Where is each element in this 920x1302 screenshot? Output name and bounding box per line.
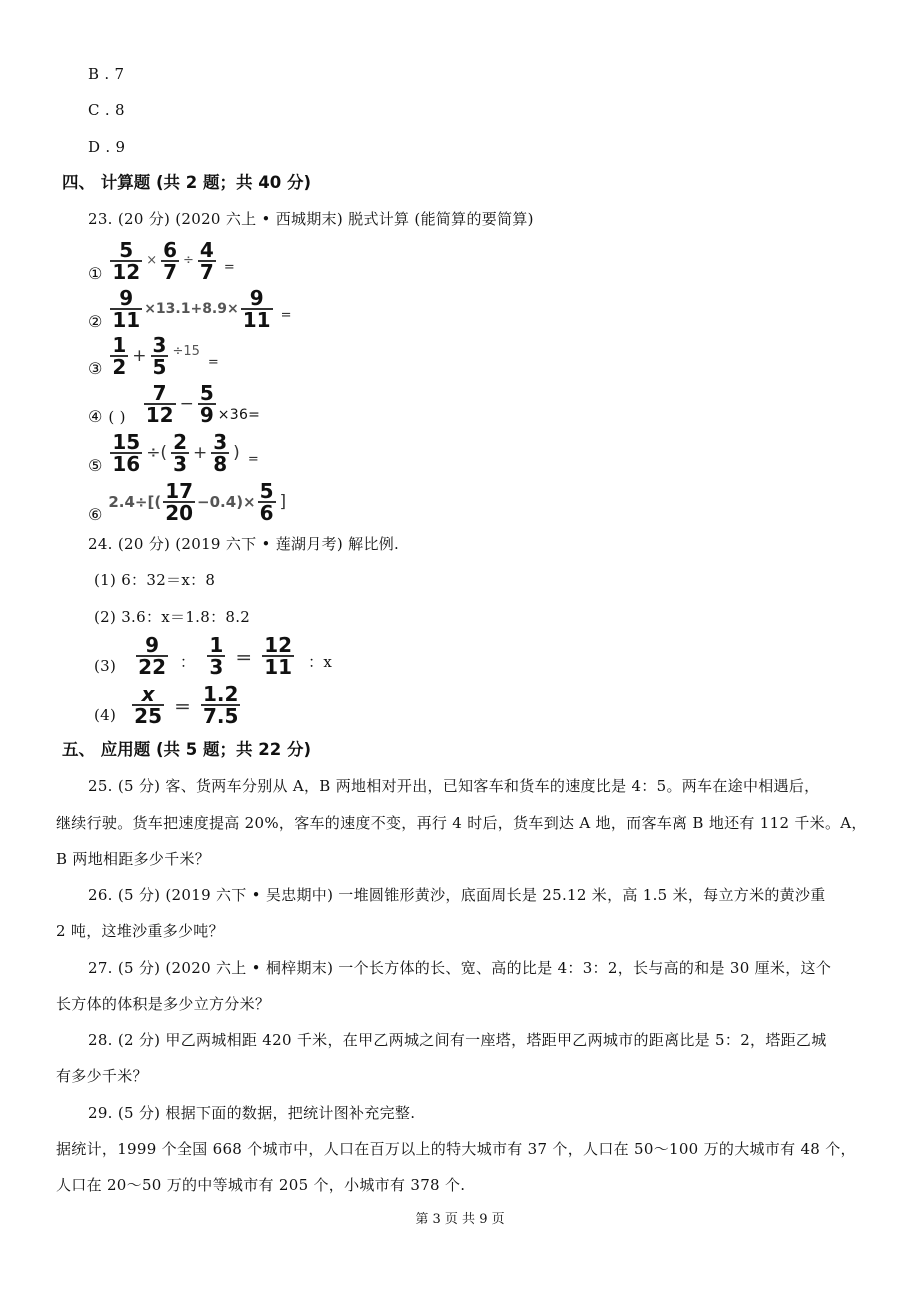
- marker: ①: [88, 264, 103, 283]
- q24-part-2: (2) 3.6：x＝1.8：8.2: [94, 608, 251, 626]
- expression-tail: ÷15: [172, 344, 200, 359]
- fraction: $\frac{6}{7}$: [163, 237, 178, 284]
- option-d: D . 9: [88, 138, 126, 156]
- option-b: B . 7: [88, 65, 125, 83]
- q25-line-2: 继续行驶。货车把速度提高 20%，客车的速度不变，再行 4 时后，货车到达 A 地，而客车离 B 地还有 112 千米。A，: [56, 814, 867, 832]
- q23-expression-6: [88, 479, 288, 524]
- equals: =: [223, 260, 235, 275]
- fraction: $\frac{1}{2}$: [112, 332, 127, 379]
- marker: ②: [88, 312, 103, 331]
- close-bracket: ]: [279, 491, 287, 512]
- fraction: $\frac{12}{11}$: [264, 633, 293, 679]
- q24-part-1: (1) 6：32＝x：8: [94, 571, 216, 589]
- expression-lead: 2.4÷[(: [108, 492, 162, 511]
- section-heading-calculation: 四、 计算题 (共 2 题；共 40 分): [62, 173, 311, 192]
- expression-tail: ：x: [308, 652, 333, 671]
- page-footer: 第 3 页 共 9 页: [415, 1212, 505, 1227]
- close-paren: ): [233, 442, 240, 463]
- fraction: $\frac{9}{11}$: [112, 285, 141, 332]
- fraction: $\frac{2}{3}$: [173, 429, 187, 476]
- operator: ÷: [183, 253, 194, 268]
- q26-line-1: 26. (5 分) (2019 六下 • 吴忠期中) 一堆圆锥形黄沙，底面周长是 25.12 米，高 1.5 米，每立方米的黄沙重: [88, 886, 826, 904]
- expression-middle: ÷(: [146, 442, 168, 463]
- equals: =: [280, 308, 292, 323]
- q23-expression-5: [88, 430, 259, 475]
- fraction: $\frac{9}{11}$: [242, 285, 271, 332]
- equals: ＝: [174, 697, 191, 718]
- fraction: $\frac{5}{6}$: [259, 478, 274, 525]
- marker: ④: [88, 407, 103, 426]
- q25-line-3: B 两地相距多少千米？: [56, 850, 211, 868]
- q28-line-2: 有多少千米？: [56, 1067, 148, 1085]
- part-label: (4): [94, 706, 117, 724]
- q23-expression-1: [88, 238, 235, 283]
- fraction: $\frac{7}{12}$: [145, 380, 174, 427]
- fraction: $\frac{5}{12}$: [112, 237, 141, 284]
- q24-part-3: [94, 635, 332, 677]
- section-heading-application: 五、 应用题 (共 5 题；共 22 分): [62, 740, 311, 759]
- q29-body-line-2: 人口在 20～50 万的中等城市有 205 个，小城市有 378 个.: [56, 1176, 466, 1194]
- expression-middle: −0.4)×: [197, 492, 256, 511]
- fraction: $\frac{3}{8}$: [213, 429, 228, 476]
- part-label: (3): [94, 657, 117, 675]
- operator: +: [132, 345, 147, 366]
- equals: =: [247, 452, 259, 467]
- equals: ＝: [235, 648, 253, 669]
- blank-parentheses: ( ): [108, 407, 126, 426]
- q23-stem: 23. (20 分) (2020 六上 • 西城期末) 脱式计算 (能简算的要简算): [88, 210, 534, 228]
- q25-line-1: 25. (5 分) 客、货两车分别从 A，B 两地相对开出，已知客车和货车的速度比是 4：5。两车在途中相遇后，: [88, 777, 820, 795]
- marker: ⑥: [88, 505, 103, 524]
- q27-line-1: 27. (5 分) (2020 六上 • 桐梓期末) 一个长方体的长、宽、高的比是 4：3：2，长与高的和是 30 厘米，这个: [88, 959, 832, 977]
- q29-stem: 29. (5 分) 根据下面的数据，把统计图补充完整.: [88, 1104, 416, 1122]
- fraction: $\frac{9}{22}$: [138, 633, 166, 679]
- equals: =: [207, 355, 219, 370]
- ratio-colon: ：: [180, 652, 196, 671]
- fraction: $\frac{x}{25}$: [134, 682, 162, 728]
- q23-expression-4: [88, 381, 260, 426]
- fraction: $\frac{4}{7}$: [199, 237, 214, 284]
- q23-expression-2: [88, 286, 291, 331]
- q28-line-1: 28. (2 分) 甲乙两城相距 420 千米，在甲乙两城之间有一座塔，塔距甲乙两城市的距离比是 5：2，塔距乙城: [88, 1031, 827, 1049]
- expression-middle: ×13.1+8.9×: [144, 300, 239, 317]
- marker: ⑤: [88, 456, 103, 475]
- expression-tail: ×36=: [217, 406, 261, 423]
- operator: +: [193, 442, 208, 463]
- q29-body-line-1: 据统计，1999 个全国 668 个城市中，人口在百万以上的特大城市有 37 个，人口在 50～100 万的大城市有 48 个，: [56, 1140, 856, 1158]
- operator: −: [179, 393, 194, 414]
- marker: ③: [88, 359, 103, 378]
- fraction: $\frac{5}{9}$: [199, 380, 214, 427]
- fraction: $\frac{3}{5}$: [152, 332, 167, 379]
- q27-line-2: 长方体的体积是多少立方分米？: [56, 995, 271, 1013]
- q24-part-4: [94, 684, 242, 726]
- q24-stem: 24. (20 分) (2019 六下 • 莲湖月考) 解比例.: [88, 535, 400, 553]
- fraction: $\frac{17}{20}$: [165, 478, 194, 525]
- fraction: $\frac{15}{16}$: [112, 429, 141, 476]
- fraction: $\frac{1}{3}$: [209, 633, 224, 679]
- q23-expression-3: [88, 333, 219, 378]
- q26-line-2: 2 吨，这堆沙重多少吨？: [56, 922, 224, 940]
- operator: ×: [146, 253, 158, 268]
- fraction: $\frac{1.2}{7.5}$: [203, 682, 239, 728]
- option-c: C . 8: [88, 101, 125, 119]
